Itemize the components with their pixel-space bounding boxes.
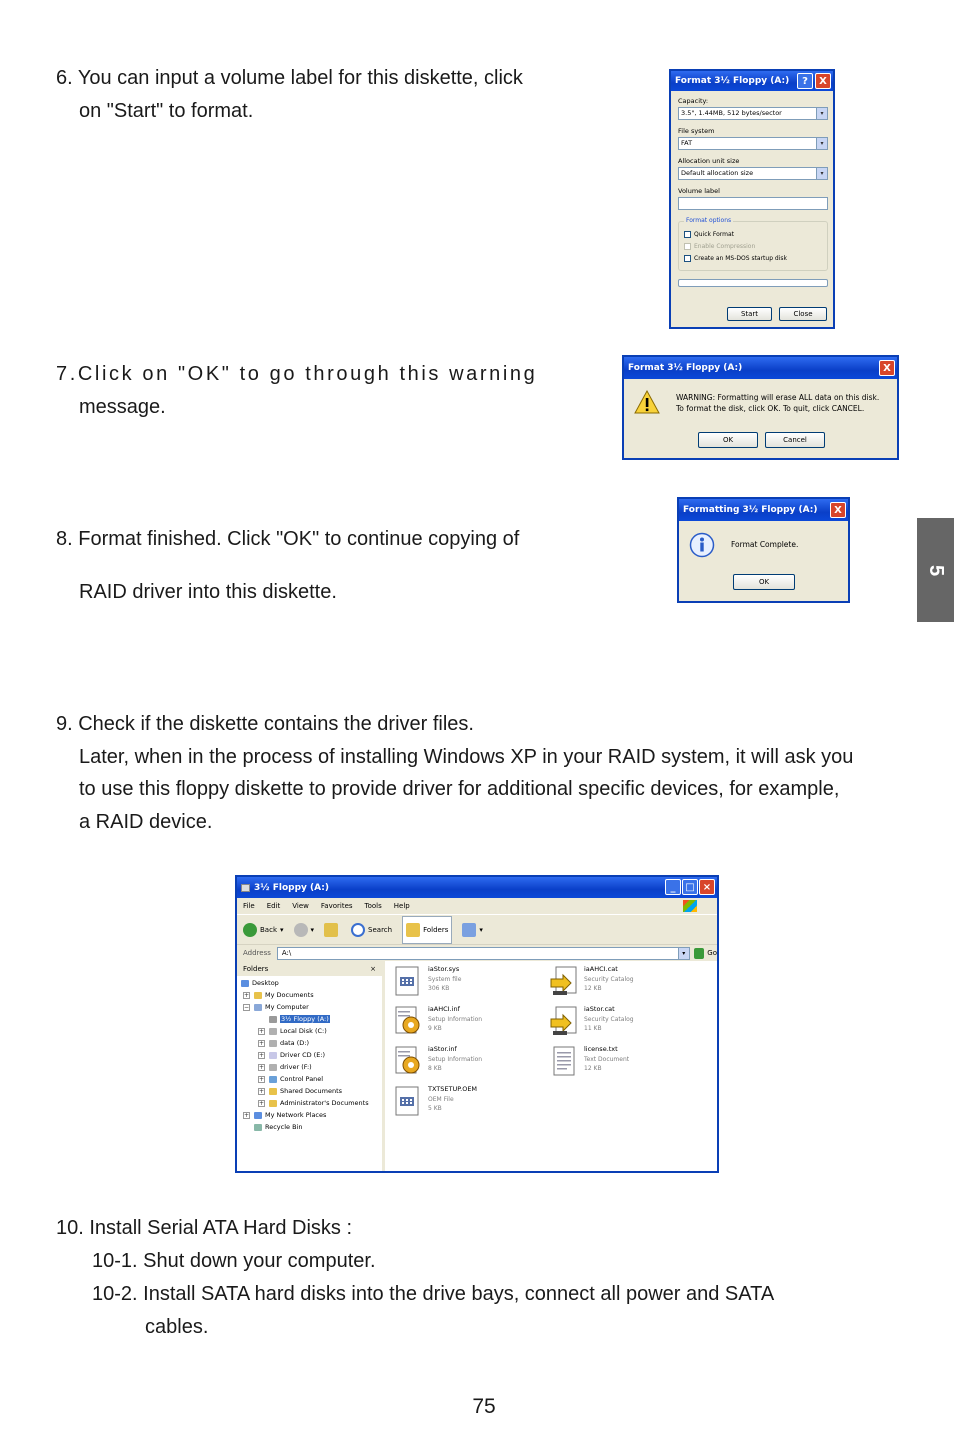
chevron-down-icon[interactable]: ▾: [479, 925, 483, 934]
format-progress-bar: [678, 279, 828, 287]
computer-icon: [254, 1004, 262, 1011]
warning-dialog: [622, 355, 899, 460]
cancel-button[interactable]: Cancel: [765, 432, 825, 448]
tree-local-disk-c[interactable]: [269, 1027, 327, 1035]
page-number: 75: [472, 1395, 496, 1418]
file-size: 306 KB: [428, 985, 450, 992]
tree-my-computer[interactable]: [254, 1003, 309, 1011]
capacity-label: Capacity:: [678, 97, 709, 105]
tree-floppy-a[interactable]: [269, 1015, 330, 1023]
tree-desktop[interactable]: [241, 979, 279, 987]
step6-line1: 6. You can input a volume label for this diskette, click: [56, 67, 523, 89]
go-button[interactable]: Go: [707, 949, 717, 957]
back-button[interactable]: [243, 923, 284, 937]
chevron-down-icon[interactable]: ▾: [816, 138, 827, 149]
menu-help[interactable]: Help: [393, 902, 410, 910]
tree-label: Driver CD (E:): [280, 1051, 326, 1059]
drive-icon: [269, 1040, 277, 1047]
setup-information-icon: [393, 1045, 423, 1077]
up-button[interactable]: [324, 923, 341, 937]
setup-information-icon: [393, 1005, 423, 1037]
enable-compression-checkbox: [684, 243, 755, 250]
folder-icon: [254, 992, 262, 999]
menu-edit[interactable]: Edit: [266, 902, 281, 910]
step8-line1: 8. Format finished. Click "OK" to continue copying of: [56, 528, 520, 550]
step7-line1: 7.Click on "OK" to go through this warning: [56, 363, 538, 385]
file-name: iaAHCI.cat: [584, 965, 618, 973]
chevron-down-icon[interactable]: ▾: [310, 925, 315, 934]
file-type: Setup Information: [428, 1015, 483, 1023]
warning-dialog-title: Format 3½ Floppy (A:): [628, 363, 743, 373]
folder-icon: [269, 1088, 277, 1095]
security-catalog-icon: [549, 965, 579, 997]
folders-pane: [237, 961, 385, 1171]
drive-icon: [269, 1028, 277, 1035]
format-dialog-title: Format 3½ Floppy (A:): [675, 76, 790, 86]
msdos-startup-label: Create an MS-DOS startup disk: [694, 255, 788, 262]
complete-dialog-title: Formatting 3½ Floppy (A:): [683, 505, 818, 515]
allocation-label: Allocation unit size: [678, 157, 740, 165]
control-panel-icon: [269, 1076, 277, 1083]
views-button[interactable]: [462, 923, 483, 937]
tree-label: Administrator's Documents: [280, 1099, 369, 1107]
search-label: Search: [368, 925, 393, 934]
warning-line2: To format the disk, click OK. To quit, click CANCEL.: [676, 404, 865, 413]
search-icon: [351, 923, 365, 937]
enable-compression-label: Enable Compression: [694, 243, 756, 250]
tree-admin-documents[interactable]: [269, 1099, 369, 1107]
chevron-down-icon[interactable]: ▾: [280, 925, 284, 934]
oem-file-icon: [393, 1085, 423, 1117]
explorer-titlebar: [237, 877, 717, 898]
file-system-label: File system: [678, 127, 715, 135]
tree-network-places[interactable]: [254, 1111, 326, 1119]
floppy-icon: [269, 1016, 277, 1023]
allocation-select[interactable]: [678, 167, 828, 180]
file-type: Security Catalog: [584, 975, 634, 983]
back-label: Back: [260, 925, 277, 934]
quick-format-label: Quick Format: [694, 231, 735, 238]
system-file-icon: [393, 965, 423, 997]
tree-label: My Computer: [265, 1003, 309, 1011]
file-type: Security Catalog: [584, 1015, 634, 1023]
warning-icon: [634, 390, 660, 414]
menu-view[interactable]: View: [292, 902, 309, 910]
drive-icon: [269, 1064, 277, 1071]
step9-line1: 9. Check if the diskette contains the driver files.: [56, 713, 474, 735]
close-button[interactable]: Close: [779, 307, 827, 321]
file-item[interactable]: [393, 965, 461, 997]
close-icon[interactable]: ×: [370, 964, 376, 973]
file-type: Text Document: [584, 1055, 630, 1063]
tree-label: data (D:): [280, 1039, 309, 1047]
close-icon[interactable]: X: [879, 360, 895, 376]
menu-bar: [237, 898, 717, 914]
complete-dialog-titlebar: [679, 499, 848, 521]
file-name: iaStor.cat: [584, 1005, 615, 1013]
address-value: A:\: [281, 948, 292, 957]
file-type: OEM File: [428, 1095, 454, 1103]
network-icon: [254, 1112, 262, 1119]
file-size: 12 KB: [584, 985, 602, 992]
go-arrow-icon[interactable]: [694, 948, 705, 959]
file-name: iaAHCI.inf: [428, 1005, 460, 1013]
close-icon[interactable]: ×: [699, 879, 715, 895]
expand-icon[interactable]: +: [259, 1088, 265, 1095]
format-complete-message: Format Complete.: [731, 540, 799, 549]
msdos-startup-checkbox[interactable]: [684, 255, 787, 262]
file-name: license.txt: [584, 1045, 618, 1053]
desktop-icon: [241, 980, 249, 987]
file-name: iaStor.inf: [428, 1045, 457, 1053]
forward-arrow-icon: [294, 923, 308, 937]
step9-line4: a RAID device.: [79, 811, 213, 833]
file-size: 11 KB: [584, 1025, 602, 1032]
explorer-window: [235, 875, 719, 1173]
ok-button[interactable]: OK: [698, 432, 758, 448]
windows-logo-icon: [683, 900, 697, 912]
expand-icon[interactable]: +: [259, 1052, 265, 1059]
tree-label: Recycle Bin: [265, 1123, 303, 1131]
step8-line2: RAID driver into this diskette.: [79, 581, 337, 603]
file-size: 8 KB: [428, 1065, 442, 1072]
tree-control-panel[interactable]: [269, 1075, 323, 1083]
checkbox-icon: [684, 243, 691, 250]
ok-button[interactable]: OK: [733, 574, 795, 590]
folders-label: Folders: [423, 925, 449, 934]
address-input[interactable]: [277, 947, 690, 960]
address-label: Address: [243, 949, 271, 957]
folders-header: [237, 961, 382, 976]
warning-line1: WARNING: Formatting will erase ALL data on this disk.: [676, 393, 880, 402]
warning-dialog-titlebar: [624, 357, 897, 379]
close-icon[interactable]: X: [815, 73, 831, 89]
toolbar: [237, 914, 717, 944]
allocation-value: Default allocation size: [681, 169, 754, 177]
views-icon: [462, 923, 476, 937]
file-item[interactable]: [549, 965, 634, 997]
file-size: 9 KB: [428, 1025, 442, 1032]
tree-label: Shared Documents: [280, 1087, 343, 1095]
menu-tools[interactable]: Tools: [364, 902, 382, 910]
cd-drive-icon: [269, 1052, 277, 1059]
tree-label: driver (F:): [280, 1063, 312, 1071]
close-icon[interactable]: X: [830, 502, 846, 518]
volume-label-input[interactable]: [678, 197, 828, 210]
security-catalog-icon: [549, 1005, 579, 1037]
chapter-tab: [917, 518, 954, 622]
back-arrow-icon: [243, 923, 257, 937]
tree-driver-cd-e[interactable]: [269, 1051, 325, 1059]
file-item[interactable]: [393, 1085, 477, 1117]
forward-button[interactable]: [294, 923, 315, 937]
tree-shared-documents[interactable]: [269, 1087, 342, 1095]
tree-label: My Network Places: [265, 1111, 327, 1119]
text-document-icon: [549, 1045, 579, 1077]
tree-label: 3½ Floppy (A:): [281, 1015, 329, 1023]
minimize-icon[interactable]: _: [665, 879, 681, 895]
chapter-number: 5: [925, 564, 947, 576]
file-name: TXTSETUP.OEM: [428, 1085, 478, 1093]
step10-line3: 10-2. Install SATA hard disks into the drive bays, connect all power and SATA: [92, 1283, 775, 1305]
format-options-label: Format options: [686, 217, 732, 224]
file-item[interactable]: [549, 1045, 629, 1077]
collapse-icon[interactable]: −: [244, 1004, 250, 1011]
chevron-down-icon[interactable]: ▾: [816, 168, 827, 179]
file-item[interactable]: [393, 1005, 482, 1037]
file-size: 5 KB: [428, 1105, 442, 1112]
explorer-title: 3½ Floppy (A:): [254, 882, 329, 893]
expand-icon[interactable]: +: [259, 1076, 265, 1083]
info-icon: [689, 532, 715, 558]
start-button[interactable]: Start: [727, 307, 772, 321]
recycle-bin-icon: [254, 1124, 262, 1131]
format-dialog-titlebar: [671, 71, 833, 91]
format-dialog: [669, 69, 835, 329]
menu-favorites[interactable]: Favorites: [320, 902, 353, 910]
chevron-down-icon[interactable]: ▾: [816, 108, 827, 119]
format-complete-dialog: [677, 497, 850, 603]
folder-icon: [406, 923, 420, 937]
capacity-select[interactable]: [678, 107, 828, 120]
step10-line2: 10-1. Shut down your computer.: [92, 1250, 376, 1272]
expand-icon[interactable]: +: [259, 1028, 265, 1035]
tree-data-d[interactable]: [269, 1039, 309, 1047]
floppy-icon: [241, 884, 250, 892]
file-item[interactable]: [549, 1005, 634, 1037]
tree-driver-f[interactable]: [269, 1063, 312, 1071]
expand-icon[interactable]: +: [244, 1112, 250, 1119]
step10-line1: 10. Install Serial ATA Hard Disks :: [56, 1217, 353, 1239]
volume-label-label: Volume label: [678, 187, 720, 195]
folder-icon: [269, 1100, 277, 1107]
step10-line4: cables.: [145, 1316, 209, 1338]
file-item[interactable]: [393, 1045, 482, 1077]
tree-label: Control Panel: [280, 1075, 324, 1083]
expand-icon[interactable]: +: [259, 1040, 265, 1047]
file-name: iaStor.sys: [428, 965, 460, 973]
format-options-group: [678, 217, 828, 271]
checkbox-icon[interactable]: [684, 231, 691, 238]
file-system-select[interactable]: [678, 137, 828, 150]
folders-button[interactable]: [402, 916, 452, 944]
help-button[interactable]: ?: [797, 73, 813, 89]
step9-line2: Later, when in the process of installing Windows XP in your RAID system, it will ask you: [79, 746, 854, 768]
expand-icon[interactable]: +: [259, 1064, 265, 1071]
address-bar: [237, 944, 717, 961]
tree-label: Desktop: [252, 979, 279, 987]
expand-icon[interactable]: +: [244, 992, 250, 999]
menu-file[interactable]: File: [243, 902, 255, 910]
folders-header-label: Folders: [243, 964, 269, 973]
tree-label: My Documents: [265, 991, 314, 999]
search-button[interactable]: [351, 923, 392, 937]
tree-recycle-bin[interactable]: [254, 1123, 302, 1131]
step9-line3: to use this floppy diskette to provide driver for additional specific devices, for example,: [79, 778, 840, 800]
capacity-value: 3.5", 1.44MB, 512 bytes/sector: [681, 109, 782, 117]
file-system-value: FAT: [681, 139, 693, 147]
up-folder-icon: [324, 923, 338, 937]
tree-label: Local Disk (C:): [280, 1027, 327, 1035]
file-type: System file: [428, 975, 462, 983]
chevron-down-icon[interactable]: ▾: [678, 948, 689, 959]
expand-icon[interactable]: +: [259, 1100, 265, 1107]
maximize-icon[interactable]: □: [682, 879, 698, 895]
checkbox-icon[interactable]: [684, 255, 691, 262]
quick-format-checkbox[interactable]: [684, 231, 734, 238]
step6-line2: on "Start" to format.: [79, 100, 254, 122]
file-size: 12 KB: [584, 1065, 602, 1072]
file-type: Setup Information: [428, 1055, 483, 1063]
tree-my-documents[interactable]: [254, 991, 314, 999]
step7-line2: message.: [79, 396, 166, 418]
